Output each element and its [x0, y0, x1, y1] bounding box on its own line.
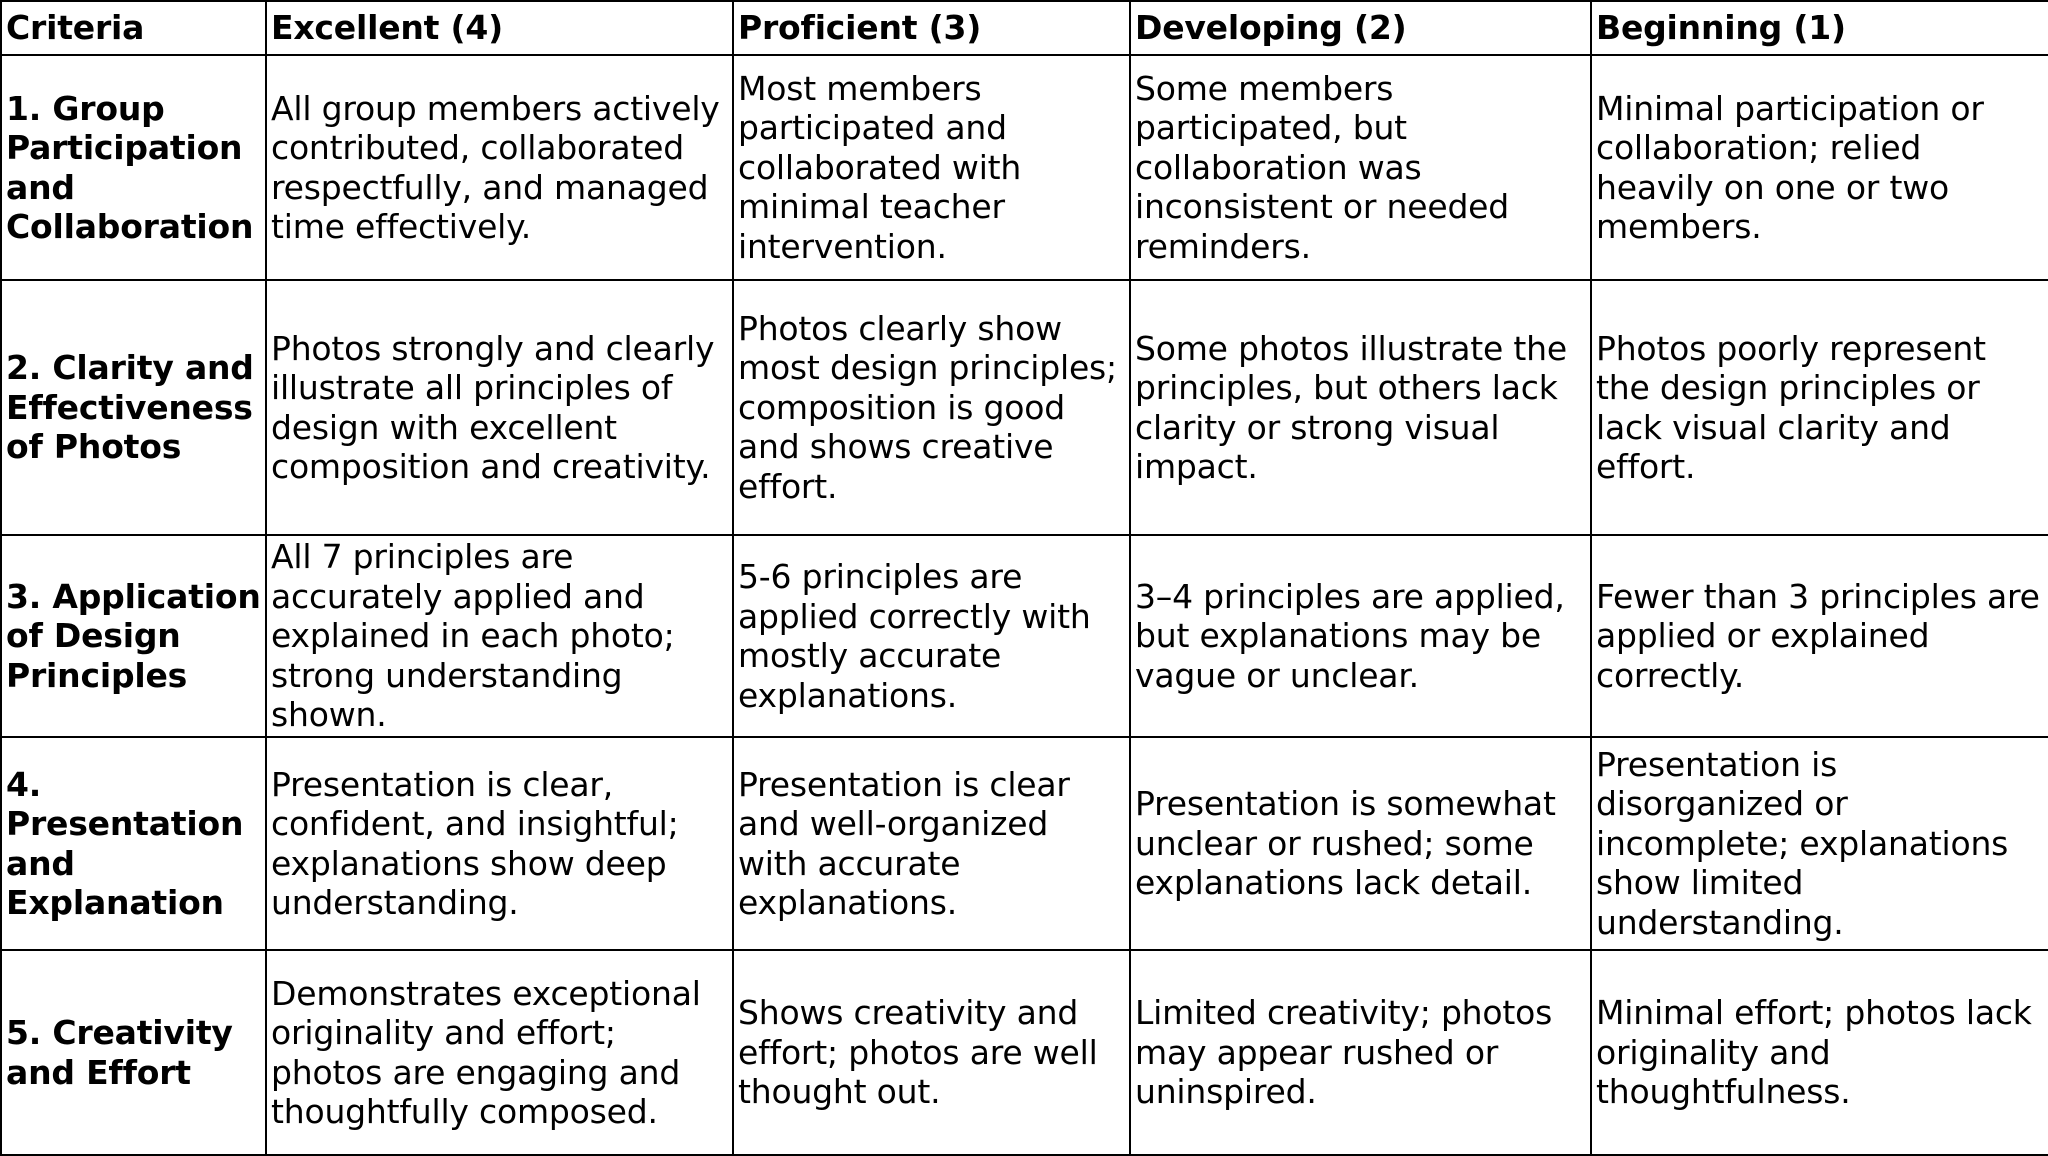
developing-cell: Some photos illustrate the principles, but others lack clarity or strong visual impact.: [1130, 280, 1591, 535]
proficient-cell: Presentation is clear and well-organized with accurate explanations.: [733, 737, 1130, 950]
table-row: [1, 280, 2048, 535]
beginning-cell: Presentation is disorganized or incomplete; explanations show limited understanding.: [1591, 737, 2048, 950]
beginning-cell: Minimal participation or collaboration; relied heavily on one or two members.: [1591, 55, 2048, 280]
excellent-cell: Presentation is clear, confident, and insightful; explanations show deep understanding.: [266, 737, 733, 950]
header-criteria: Criteria: [1, 1, 266, 55]
criterion-cell: 1. Group Participation and Collaboration: [1, 55, 266, 280]
excellent-cell: Demonstrates exceptional originality and effort; photos are engaging and thoughtfully composed.: [266, 950, 733, 1155]
header-beginning: Beginning (1): [1591, 1, 2048, 55]
beginning-cell: Photos poorly represent the design principles or lack visual clarity and effort.: [1591, 280, 2048, 535]
criterion-cell: 5. Creativity and Effort: [1, 950, 266, 1155]
developing-cell: 3–4 principles are applied, but explanations may be vague or unclear.: [1130, 535, 1591, 737]
excellent-cell: All group members actively contributed, collaborated respectfully, and managed time effectively.: [266, 55, 733, 280]
developing-cell: Some members participated, but collaboration was inconsistent or needed reminders.: [1130, 55, 1591, 280]
header-row: [1, 1, 2048, 55]
excellent-cell: Photos strongly and clearly illustrate all principles of design with excellent composition and creativity.: [266, 280, 733, 535]
excellent-cell: All 7 principles are accurately applied and explained in each photo; strong understanding shown.: [266, 535, 733, 737]
criterion-cell: 3. Application of Design Principles: [1, 535, 266, 737]
header-excellent: Excellent (4): [266, 1, 733, 55]
table-row: [1, 737, 2048, 950]
proficient-cell: Shows creativity and effort; photos are well thought out.: [733, 950, 1130, 1155]
criterion-cell: 2. Clarity and Effectiveness of Photos: [1, 280, 266, 535]
table-row: [1, 55, 2048, 280]
proficient-cell: 5-6 principles are applied correctly with mostly accurate explanations.: [733, 535, 1130, 737]
developing-cell: Limited creativity; photos may appear rushed or uninspired.: [1130, 950, 1591, 1155]
beginning-cell: Minimal effort; photos lack originality and thoughtfulness.: [1591, 950, 2048, 1155]
proficient-cell: Photos clearly show most design principles; composition is good and shows creative effort.: [733, 280, 1130, 535]
beginning-cell: Fewer than 3 principles are applied or explained correctly.: [1591, 535, 2048, 737]
table-row: [1, 535, 2048, 737]
header-developing: Developing (2): [1130, 1, 1591, 55]
table-row: [1, 950, 2048, 1155]
header-proficient: Proficient (3): [733, 1, 1130, 55]
developing-cell: Presentation is somewhat unclear or rushed; some explanations lack detail.: [1130, 737, 1591, 950]
proficient-cell: Most members participated and collaborated with minimal teacher intervention.: [733, 55, 1130, 280]
criterion-cell: 4. Presentation and Explanation: [1, 737, 266, 950]
